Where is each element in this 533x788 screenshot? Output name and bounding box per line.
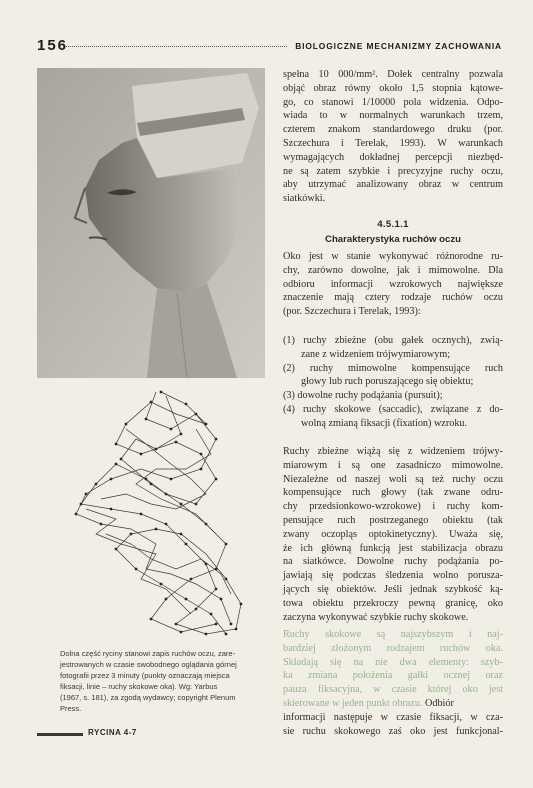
list-item-continuation: zane z widzeniem trójwymiarowym;	[301, 348, 451, 360]
faded-paragraph	[283, 628, 503, 738]
header-rule	[66, 46, 287, 47]
page-number: 156	[37, 37, 69, 54]
figure-label: RYCINA 4-7	[88, 728, 137, 737]
caption-line: Press.	[60, 704, 82, 713]
text-line: kompensujące ruch głowy (tak zwane odru-	[283, 487, 503, 499]
list-item-continuation: głowy lub ruch poruszającego się obiektu;	[301, 376, 474, 388]
text-line: znaczenie mają cztery rodzaje ruchów oczu	[283, 292, 503, 304]
text-line: na siatkówce. Dowolne ruchy podążania po-	[283, 556, 503, 568]
figure-label-rule	[37, 733, 83, 736]
caption-line: fotografii przez 3 minuty (punkty oznaczają miejsca	[60, 671, 230, 680]
text-line: Oko jest w stanie wykonywać różnorodne ru-	[283, 251, 503, 262]
text-line: aby utrzymać analizowany obraz w centrum	[283, 179, 503, 191]
list-item: (2) ruchy mimowolne kompensujące ruch	[283, 362, 503, 374]
figure-caption	[60, 648, 265, 714]
caption-line: (1967, s. 181), za zgodą wydawcy; copyright Plenum	[60, 693, 236, 702]
text-line: spełna 10 000/mm². Dołek centralny pozwala	[283, 69, 503, 80]
list-item-continuation: wolną zmianą fiksacji (fixation) wzroku.	[301, 417, 468, 429]
text-line: jących się obiektów. Jeśli jednak szybkość ką-	[283, 583, 503, 595]
movement-types-list	[283, 334, 503, 431]
body-paragraph	[283, 445, 503, 624]
text-line: miarowym i są one zasadniczo mimowolne.	[283, 459, 503, 471]
eye-movement-trace	[56, 384, 256, 642]
text-line: wiada to w normalnych warunkach trzem,	[283, 110, 503, 122]
section-paragraph	[283, 250, 503, 319]
faded-text-line: bardziej złożonym rodzajem ruchów oka.	[283, 642, 503, 654]
faded-text-line: Ruchy skokowe są najszybszym i naj-	[283, 629, 503, 640]
text-line: go, co stanowi 1/10000 pola widzenia. Odpo-	[283, 96, 503, 108]
text-line: jawiają się podczas śledzenia wolno porusza-	[283, 570, 503, 582]
text-line: sie ruchu skokowego zaś oko jest funkcjonal-	[283, 725, 503, 737]
caption-line: fiksacji, linie – ruchy skokowe oka). Wg: Yarbus	[60, 682, 218, 691]
text-line: zwany oczopląs optokinetyczny). Uważa się,	[283, 528, 503, 540]
text-line: siatkówki.	[283, 193, 326, 205]
text-line: zaczyna wykonywać szybkie ruchy skokowe.	[283, 611, 469, 623]
caption-line: Dolna część ryciny stanowi zapis ruchów oczu, zare-	[60, 649, 236, 658]
running-title: BIOLOGICZNE MECHANIZMY ZACHOWANIA	[295, 41, 502, 51]
text-line: czterem znakom standardowego druku (por.	[283, 124, 503, 136]
list-item: (1) ruchy zbieżne (obu gałek ocznych), zwią-	[283, 335, 503, 346]
section-title: Charakterystyka ruchów oczu	[325, 234, 461, 245]
sculpture-photo	[37, 68, 265, 378]
list-item: (4) ruchy skokowe (saccadic), związane z do-	[283, 403, 503, 415]
text-fragment: Odbiór	[425, 697, 454, 709]
section-number: 4.5.1.1	[377, 219, 409, 230]
text-line: chy przedsionkowo-wzrokowe) i ruchy kom-	[283, 501, 503, 513]
text-line: Szczechura i Terelak, 1993). W warunkach	[283, 137, 503, 149]
text-line: ne są zatem szybkie i precyzyjne ruchy oczu,	[283, 165, 503, 177]
text-line: objąć obraz równy około 1,5 stopnia kątowe-	[283, 82, 503, 94]
text-line: wymagających dokładnej percepcji niezbęd-	[283, 151, 503, 163]
text-line: Niezależne od naszej woli są też ruchy oczu	[283, 473, 503, 485]
text-line: pensujące ruch postrzeganego obiektu (tak	[283, 514, 503, 526]
faded-text-line: skierowane w jeden punkt obrazu.	[283, 697, 423, 709]
text-line: że ich główną funkcją jest stabilizacja obrazu	[283, 542, 503, 554]
text-line: informacji następuje w czasie fiksacji, w cza-	[283, 711, 503, 723]
text-line: towa obiektu przekroczy pewną granicę, oko	[283, 597, 503, 609]
text-line: Ruchy zbieżne wiążą się z widzeniem trójwy-	[283, 446, 503, 457]
list-item: (3) dowolne ruchy podążania (pursuit);	[283, 390, 443, 402]
faded-text-line: pauza fiksacyjna, w czasie której oko jest	[283, 684, 503, 696]
faded-text-line: Składają się na nie dwa elementy: szyb-	[283, 656, 503, 668]
text-line: chy, zarówno dowolne, jak i mimowolne. Dla	[283, 264, 503, 276]
text-line: (por. Szczechura i Terelak, 1993):	[283, 306, 421, 318]
caption-line: jestrowanych w czasie swobodnego oglądania górnej	[60, 660, 237, 669]
intro-paragraph	[283, 68, 503, 206]
faded-text-line: ka zmiana położenia gałki ocznej oraz	[283, 670, 503, 682]
text-line: odbioru informacji wzrokowych największe	[283, 278, 503, 290]
